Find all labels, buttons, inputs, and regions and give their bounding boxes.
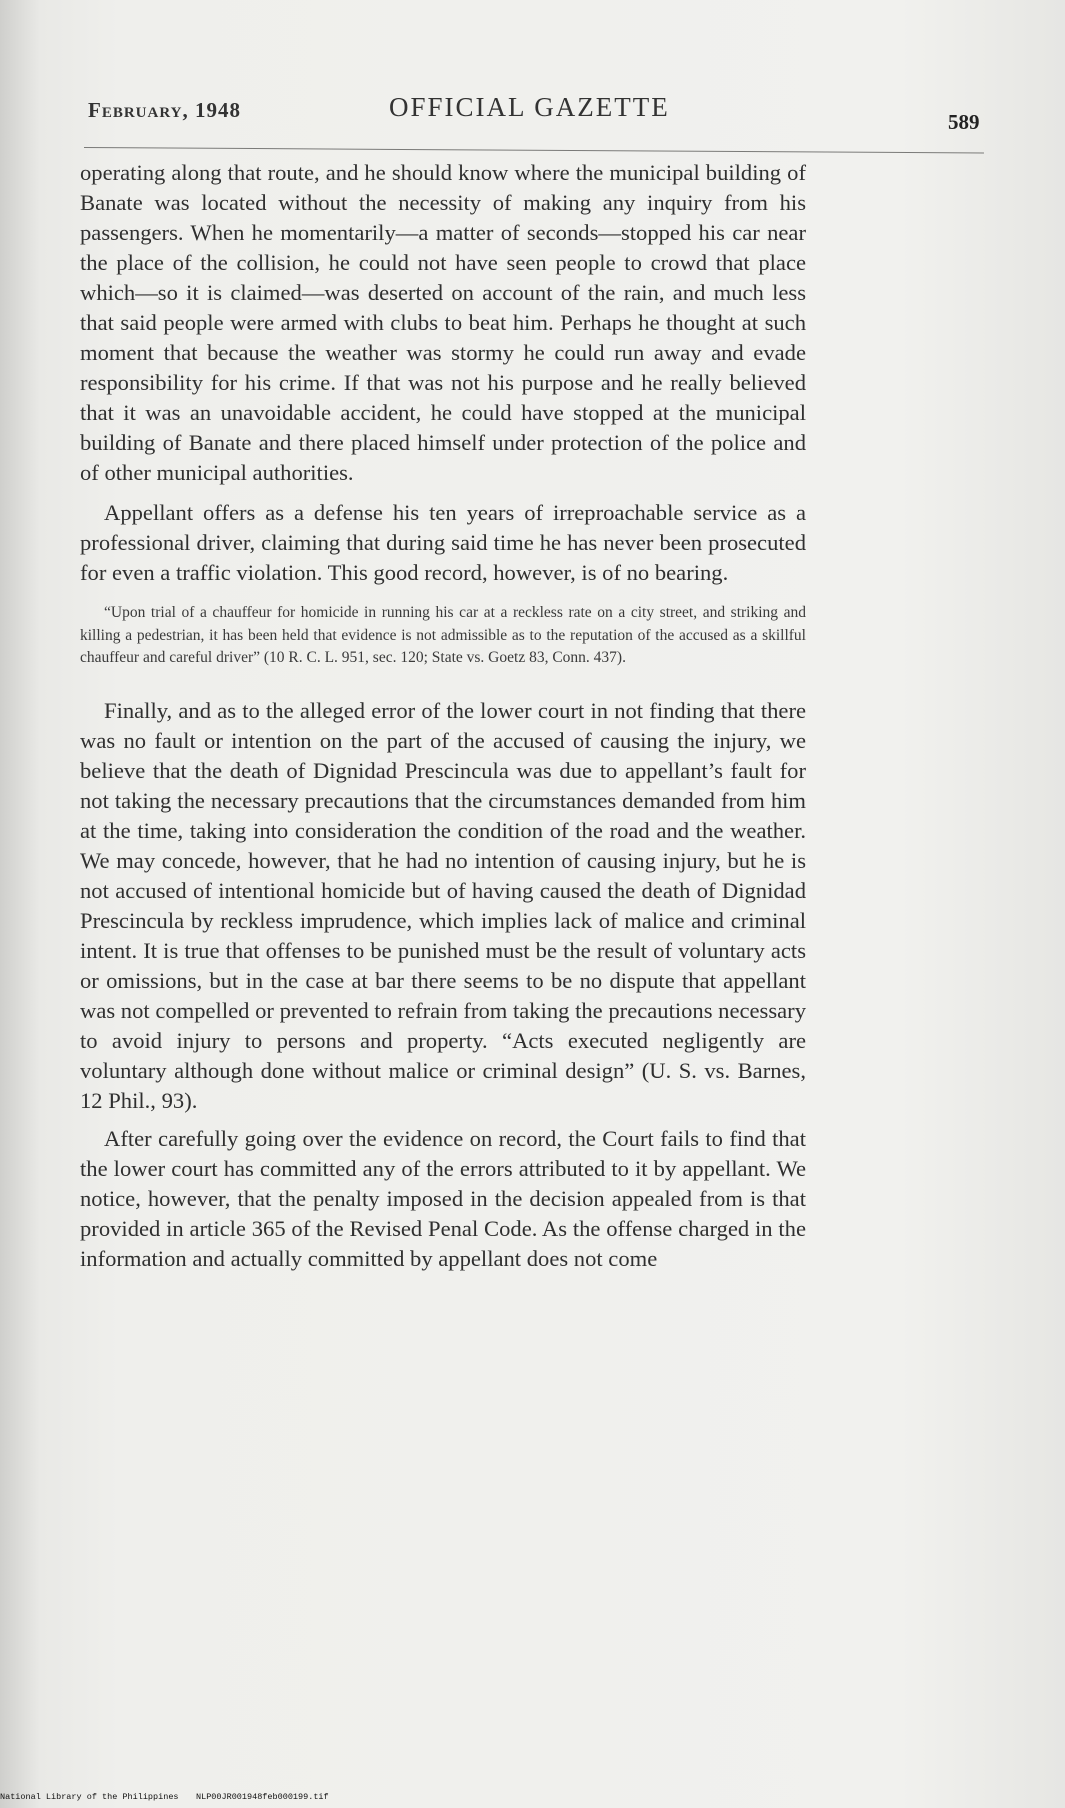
paragraph-finally: Finally, and as to the alleged error of the lower court in not finding that there was no fault or intention on the part of the accused of causing the injury, we believe that the death of Dignidad Prescincula was due to appellant’s fault for not taking the necessary precautions that the circumstances demanded from him at the time, taking into consideration the condition of the road and the weather. We may concede, however, that he had no intention of causing injury, but he is not accused of intentional homicide but of having caused the death of Dignidad Prescincula by reckless imprudence, which implies lack of malice and criminal intent. It is true that offenses to be punished must be the result of voluntary acts or omissions, but in the case at bar there seems to be no dispute that appellant was not compelled or prevented to refrain from taking the precautions necessary to avoid injury to persons and property. “Acts executed negligently are voluntary although done without malice or criminal design” (U. S. vs. Barnes, 12 Phil., 93). <box>80 697 806 1113</box>
body-text <box>80 158 806 1274</box>
issue-date: February, 1948 <box>88 98 241 122</box>
page-header <box>84 92 984 152</box>
publication-title: OFFICIAL GAZETTE <box>389 92 670 122</box>
paragraph-defense: Appellant offers as a defense his ten years of irreproachable service as a professional driver, claiming that during said time he has never been prosecuted for even a traffic violation. This good record, however, is of no bearing. <box>80 500 806 585</box>
scan-filename: NLP00JR001948feb000199.tif <box>196 1792 329 1802</box>
library-credit: National Library of the Philippines <box>0 1792 179 1802</box>
page-number: 589 <box>948 110 980 134</box>
paragraph-conclusion: After carefully going over the evidence on record, the Court fails to find that the lower court has committed any of the errors attributed to it by appellant. We notice, however, that the penalty imposed in the decision appealed from is that provided in article 365 of the Revised Penal Code. As the offense charged in the information and actually committed by appellant does not come <box>80 1125 806 1271</box>
block-quote: “Upon trial of a chauffeur for homicide in running his car at a reckless rate on a city street, and striking and killing a pedestrian, it has been held that evidence is not admissible as to the reputation of the accused as a skillful chauffeur and careful driver” (10 R. C. L. 951, sec. 120; State vs. Goetz 83, Conn. 437). <box>80 604 806 666</box>
paragraph-continuation: operating along that route, and he should know where the municipal building of Banate was located without the necessity of making any inquiry from his passengers. When he momentarily—a matter of seconds—stopped his car near the place of the collision, he could not have seen people to crowd that place which—so it is claimed—was deserted on account of the rain, and much less that said people were armed with clubs to beat him. Perhaps he thought at such moment that because the weather was stormy he could run away and evade responsibility for his crime. If that was not his purpose and he really believed that it was an unavoidable accident, he could have stopped at the municipal building of Banate and there placed himself under protection of the police and of other municipal authorities. <box>80 160 806 485</box>
